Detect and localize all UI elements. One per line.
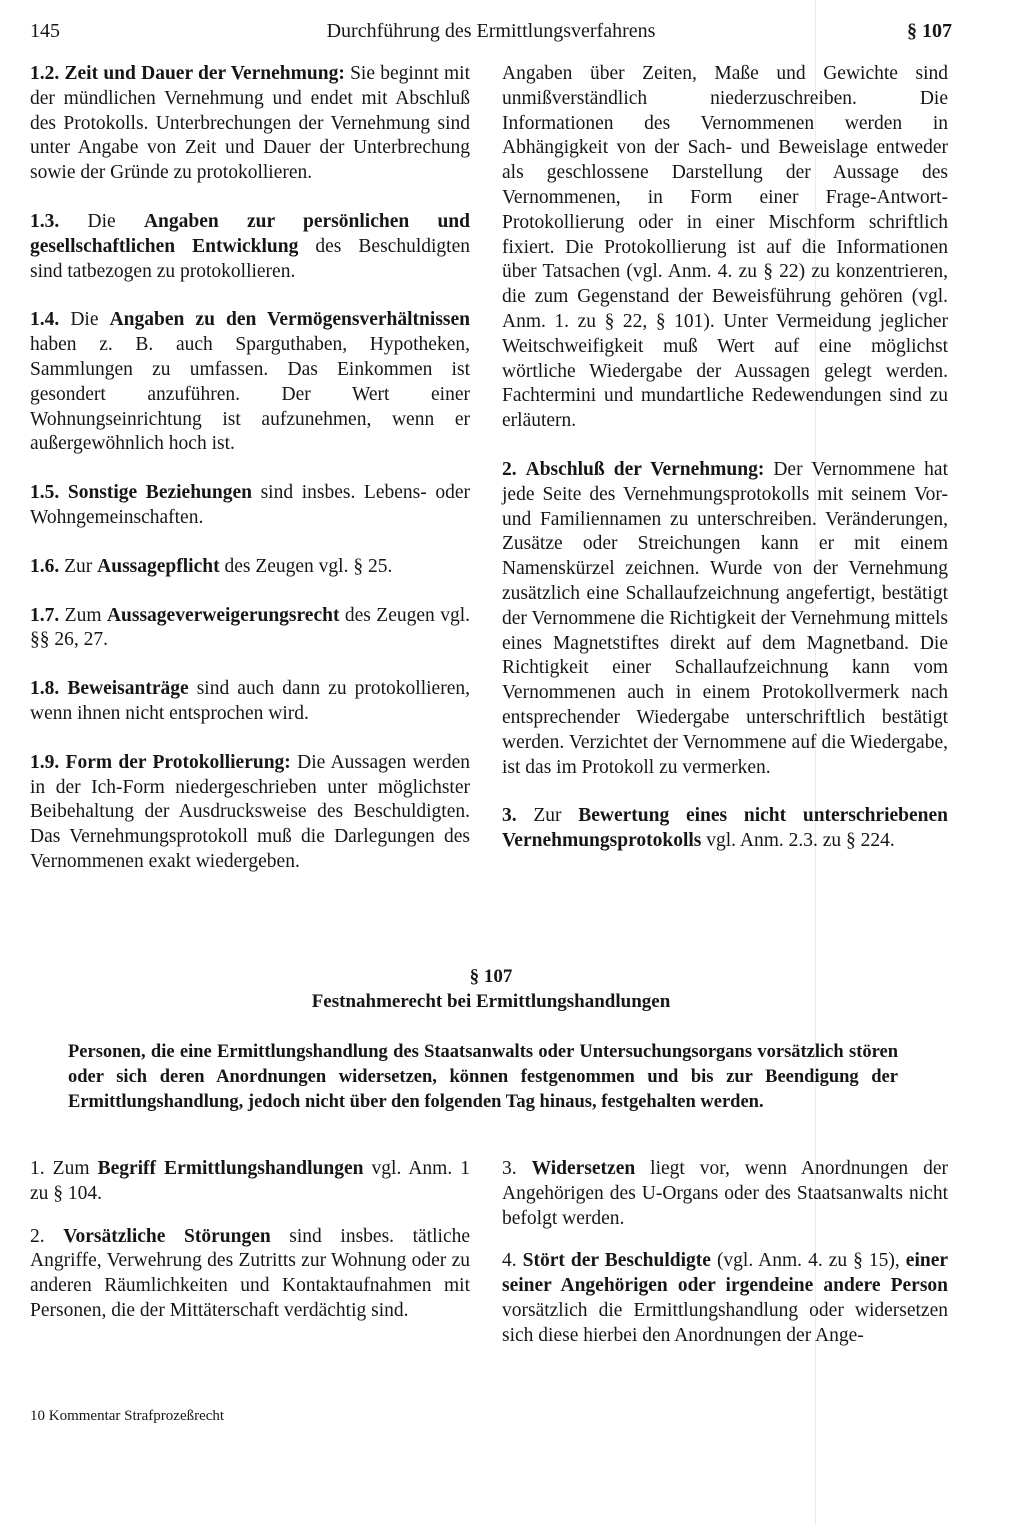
annotation-paragraph: 1. Zum Begriff Ermittlungshandlungen vgl. Anm. 1 zu § 104.	[30, 1158, 470, 1204]
header-section-number: § 107	[907, 20, 952, 42]
page-number: 145	[30, 20, 60, 42]
annotation-paragraph: 3. Zur Bewertung eines nicht unterschriebenen Vernehmungsprotokolls vgl. Anm. 2.3. zu § 224.	[502, 805, 949, 852]
lower-right-column	[502, 1157, 948, 1367]
annotation-paragraph: 1.6. Zur Aussagepflicht des Zeugen vgl. § 25.	[30, 555, 393, 577]
section-title: Festnahmerecht bei Ermittlungshandlungen	[311, 991, 671, 1012]
annotation-paragraph: 1.3. Die Angaben zur persönlichen und gesellschaftlichen Entwicklung des Beschuldigten sind tatbezogen zu protokollieren.	[30, 210, 470, 282]
page-header	[30, 20, 952, 50]
running-title: Durchführung des Ermittlungsverfahrens	[326, 20, 656, 42]
annotation-paragraph: 2. Abschluß der Vernehmung: Der Vernommene hat jede Seite des Vernehmungsprotokolls mit seinem Vor- und Familiennamen zu unterschreiben. Veränderungen, Zusätze oder Streichungen kann er mit einem Namenskürzel zeichnen. Wurde von der Vernehmung zusätzlich eine Schallaufzeichnung angefertigt, bestätigt der Vernommene die Richtigkeit der Vernehmung mittels eines Magnetstiftes direkt auf dem Magnetband. Die Richtigkeit einer Schallaufzeichnung kann vom Vernommenen auch in einem Protokollvermerk nach entsprechender Wiedergabe unterschriftlich bestätigt werden. Verzichtet der Vernommene auf die Wiedergabe, ist das im Protokoll zu vermerken.	[502, 458, 948, 778]
annotation-paragraph: 1.8. Beweisanträge sind auch dann zu protokollieren, wenn ihnen nicht entsprochen wird.	[30, 678, 470, 724]
annotation-paragraph: 1.7. Zum Aussageverweigerungsrecht des Zeugen vgl. §§ 26, 27.	[30, 604, 470, 651]
annotation-paragraph: 4. Stört der Beschuldigte (vgl. Anm. 4. zu § 15), einer seiner Angehörigen oder irgendeine andere Person vorsätzlich die Ermittlungshandlung oder widersetzen sich diese hierbei den Anordnungen der Ange-	[502, 1250, 949, 1346]
annotation-paragraph: 3. Widersetzen liegt vor, wenn Anordnungen der Angehörigen des U-Organs oder des Staatsanwalts nicht befolgt werden.	[502, 1158, 948, 1229]
annotation-paragraph: Angaben über Zeiten, Maße und Gewichte sind unmißverständlich niederzuschreiben. Die Informationen des Vernommenen werden in Abhängigkeit von der Sach- und Beweislage entweder als geschlossene Darstellung der Aussage des Vernommenen, in Form einer Frage-Antwort-Protokollierung oder in einer Mischform schriftlich fixiert. Die Protokollierung ist auf die Informationen über Tatsachen (vgl. Anm. 4. zu § 22) zu konzentrieren, die zum Gegenstand der Beweisführung gehören (vgl. Anm. 1. zu § 22, § 101). Unter Vermeidung jeglicher Weitschweifigkeit muß Wert auf eine möglichst wörtliche Wiedergabe der Aussagen gelegt werden. Fachtermini und mundartliche Redewendungen sind zu erläutern.	[502, 63, 948, 432]
annotation-paragraph: 1.2. Zeit und Dauer der Vernehmung: Sie beginnt mit der mündlichen Vernehmung und endet mit Abschluß des Protokolls. Unterbrechungen der Vernehmung sind unter Angabe von Zeit und Dauer der Unterbrechung sowie der Gründe zu protokollieren.	[30, 63, 470, 184]
left-column	[30, 62, 470, 899]
footnote: 10 Kommentar Strafprozeßrecht	[30, 1408, 225, 1424]
lower-left-column	[30, 1157, 470, 1342]
statutory-text: Personen, die eine Ermittlungshandlung des Staatsanwalts oder Untersuchungsorgans vorsätzlich stören oder sich deren Anordnungen widersetzen, können festgenommen und bis zur Beendigung der Ermittlungshandlung, jedoch nicht über den folgenden Tag hinaus, festgehalten werden.	[68, 1042, 898, 1112]
annotation-paragraph: 1.9. Form der Protokollierung: Die Aussagen werden in der Ich-Form niedergeschrieben unter möglichster Beibehaltung der Ausdrucksweise des Beschuldigten. Das Vernehmungsprotokoll muß die Darlegungen des Vernommenen exakt wiedergeben.	[30, 751, 470, 872]
annotation-paragraph: 1.5. Sonstige Beziehungen sind insbes. Lebens- oder Wohngemeinschaften.	[30, 482, 470, 528]
section-heading	[30, 964, 952, 1014]
right-column	[502, 62, 948, 878]
annotation-paragraph: 2. Vorsätzliche Störungen sind insbes. tätliche Angriffe, Verwehrung des Zutritts zur Wohnung oder zu anderen Räumlichkeiten und Kontaktaufnahmen mit Personen, die der Mittäterschaft verdächtig sind.	[30, 1225, 471, 1321]
section-number: § 107	[469, 966, 513, 987]
annotation-paragraph: 1.4. Die Angaben zu den Vermögensverhältnissen haben z. B. auch Sparguthaben, Hypotheken, Sammlungen zu umfassen. Das Einkommen ist gesondert anzuführen. Der Wert einer Wohnungseinrichtung ist aufzunehmen, wenn er außergewöhnlich hoch ist.	[30, 309, 470, 455]
